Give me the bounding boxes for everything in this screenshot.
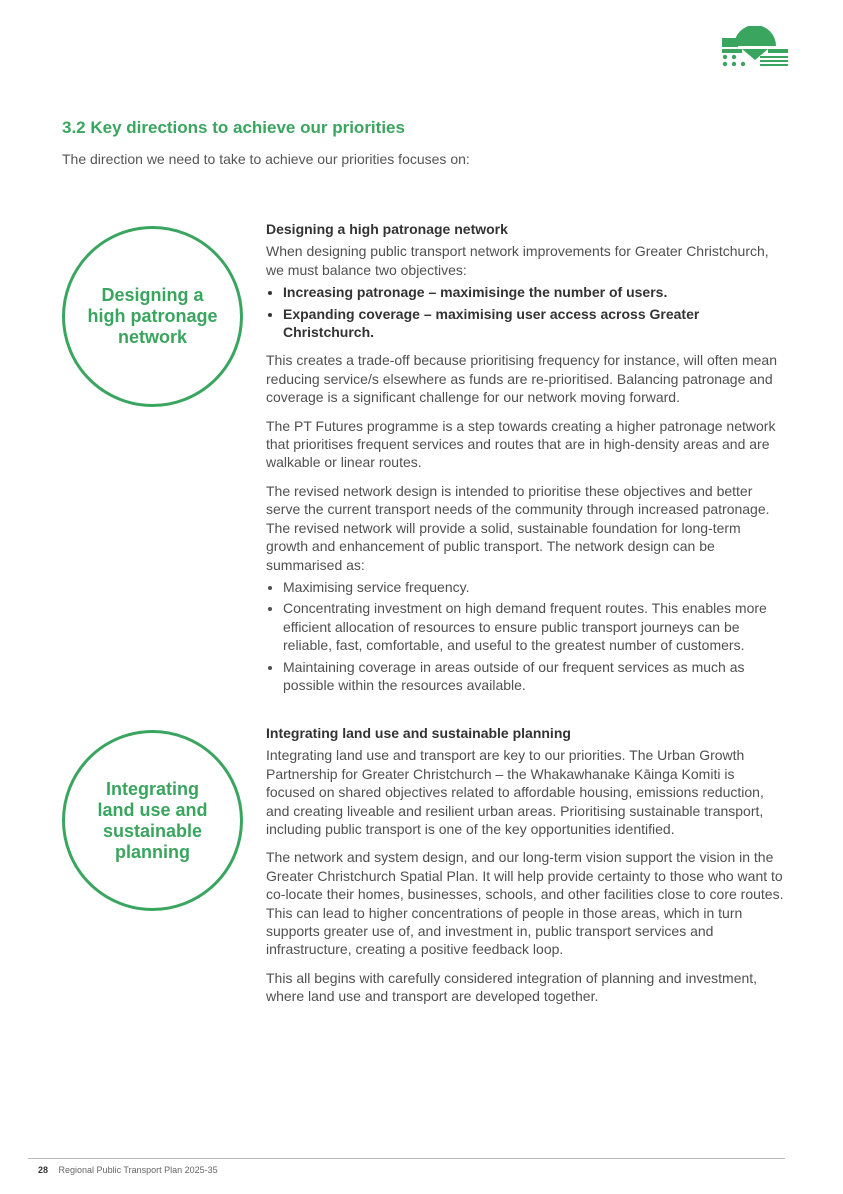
section-heading: Designing a high patronage network xyxy=(266,221,508,237)
circle-label: Designing a high patronage network xyxy=(87,285,218,347)
list-item: • Maximising service frequency. xyxy=(283,578,786,596)
document-title: Regional Public Transport Plan 2025-35 xyxy=(58,1165,218,1175)
paragraph: The network and system design, and our long-term vision support the vision in the Greater Christchurch Spatial Plan. It will help provide certainty to those who want to co-locate their homes, businesses, schools, and other facilities close to core routes. This can lead to higher concentrations of people in those areas, which in turn supports greater use of, and investment in, public transport services and infrastructure, creating a positive feedback loop. xyxy=(266,849,784,958)
section-heading: Integrating land use and sustainable planning xyxy=(266,725,571,741)
transport-logo-icon xyxy=(720,26,790,68)
footer-divider xyxy=(28,1158,785,1159)
list-item: • Maintaining coverage in areas outside of our frequent services as much as possible within the resources available. xyxy=(283,658,786,695)
circle-label: Integrating land use and sustainable planning xyxy=(97,778,208,862)
section-title: 3.2 Key directions to achieve our priorities xyxy=(62,118,405,137)
paragraph: This creates a trade-off because prioritising frequency for instance, will often mean reducing service/s elsewhere as funds are re-prioritised. Balancing patronage and coverage is a significant challenge for our network moving forward. xyxy=(266,352,777,406)
list-item: • Increasing patronage – maximisinge the number of users. xyxy=(283,283,786,301)
designing-network-section xyxy=(266,220,786,704)
summary-list xyxy=(266,578,786,694)
list-item: • Concentrating investment on high demand frequent routes. This enables more efficient allocation of resources to ensure public transport journeys can be reliable, fast, comfortable, and useful to the greatest number of customers. xyxy=(283,599,786,654)
objectives-list xyxy=(266,283,786,341)
section-intro: The direction we need to take to achieve our priorities focuses on: xyxy=(62,151,470,167)
paragraph: When designing public transport network improvements for Greater Christchurch, we must balance two objectives: xyxy=(266,243,769,278)
circle-designing-network xyxy=(62,226,243,407)
paragraph: This all begins with carefully considered integration of planning and investment, where land use and transport are developed together. xyxy=(266,969,758,1005)
integrating-planning-section xyxy=(266,724,786,1016)
page-footer xyxy=(38,1165,218,1175)
list-item: • Expanding coverage – maximising user access across Greater Christchurch. xyxy=(283,305,786,342)
paragraph: The revised network design is intended to prioritise these objectives and better serve the current transport needs of the community through increased patronage. The revised network will provide a solid, sustainable foundation for long-term growth and enhancement of public transport. The network design can be summarised as: xyxy=(266,482,770,573)
paragraph: Integrating land use and transport are key to our priorities. The Urban Growth Partnership for Greater Christchurch – the Whakawhanake Kāinga Komiti is focused on shared objectives related to affordable housing, emissions reduction, and creating liveable and resilient urban areas. Prioritising sustainable transport, including public transport is one of the key opportunities identified. xyxy=(266,747,764,838)
page-number: 28 xyxy=(38,1165,49,1175)
circle-integrating-planning xyxy=(62,730,243,911)
paragraph: The PT Futures programme is a step towards creating a higher patronage network that prioritises frequent services and routes that are in high-density areas and are walkable or linear routes. xyxy=(266,417,776,471)
